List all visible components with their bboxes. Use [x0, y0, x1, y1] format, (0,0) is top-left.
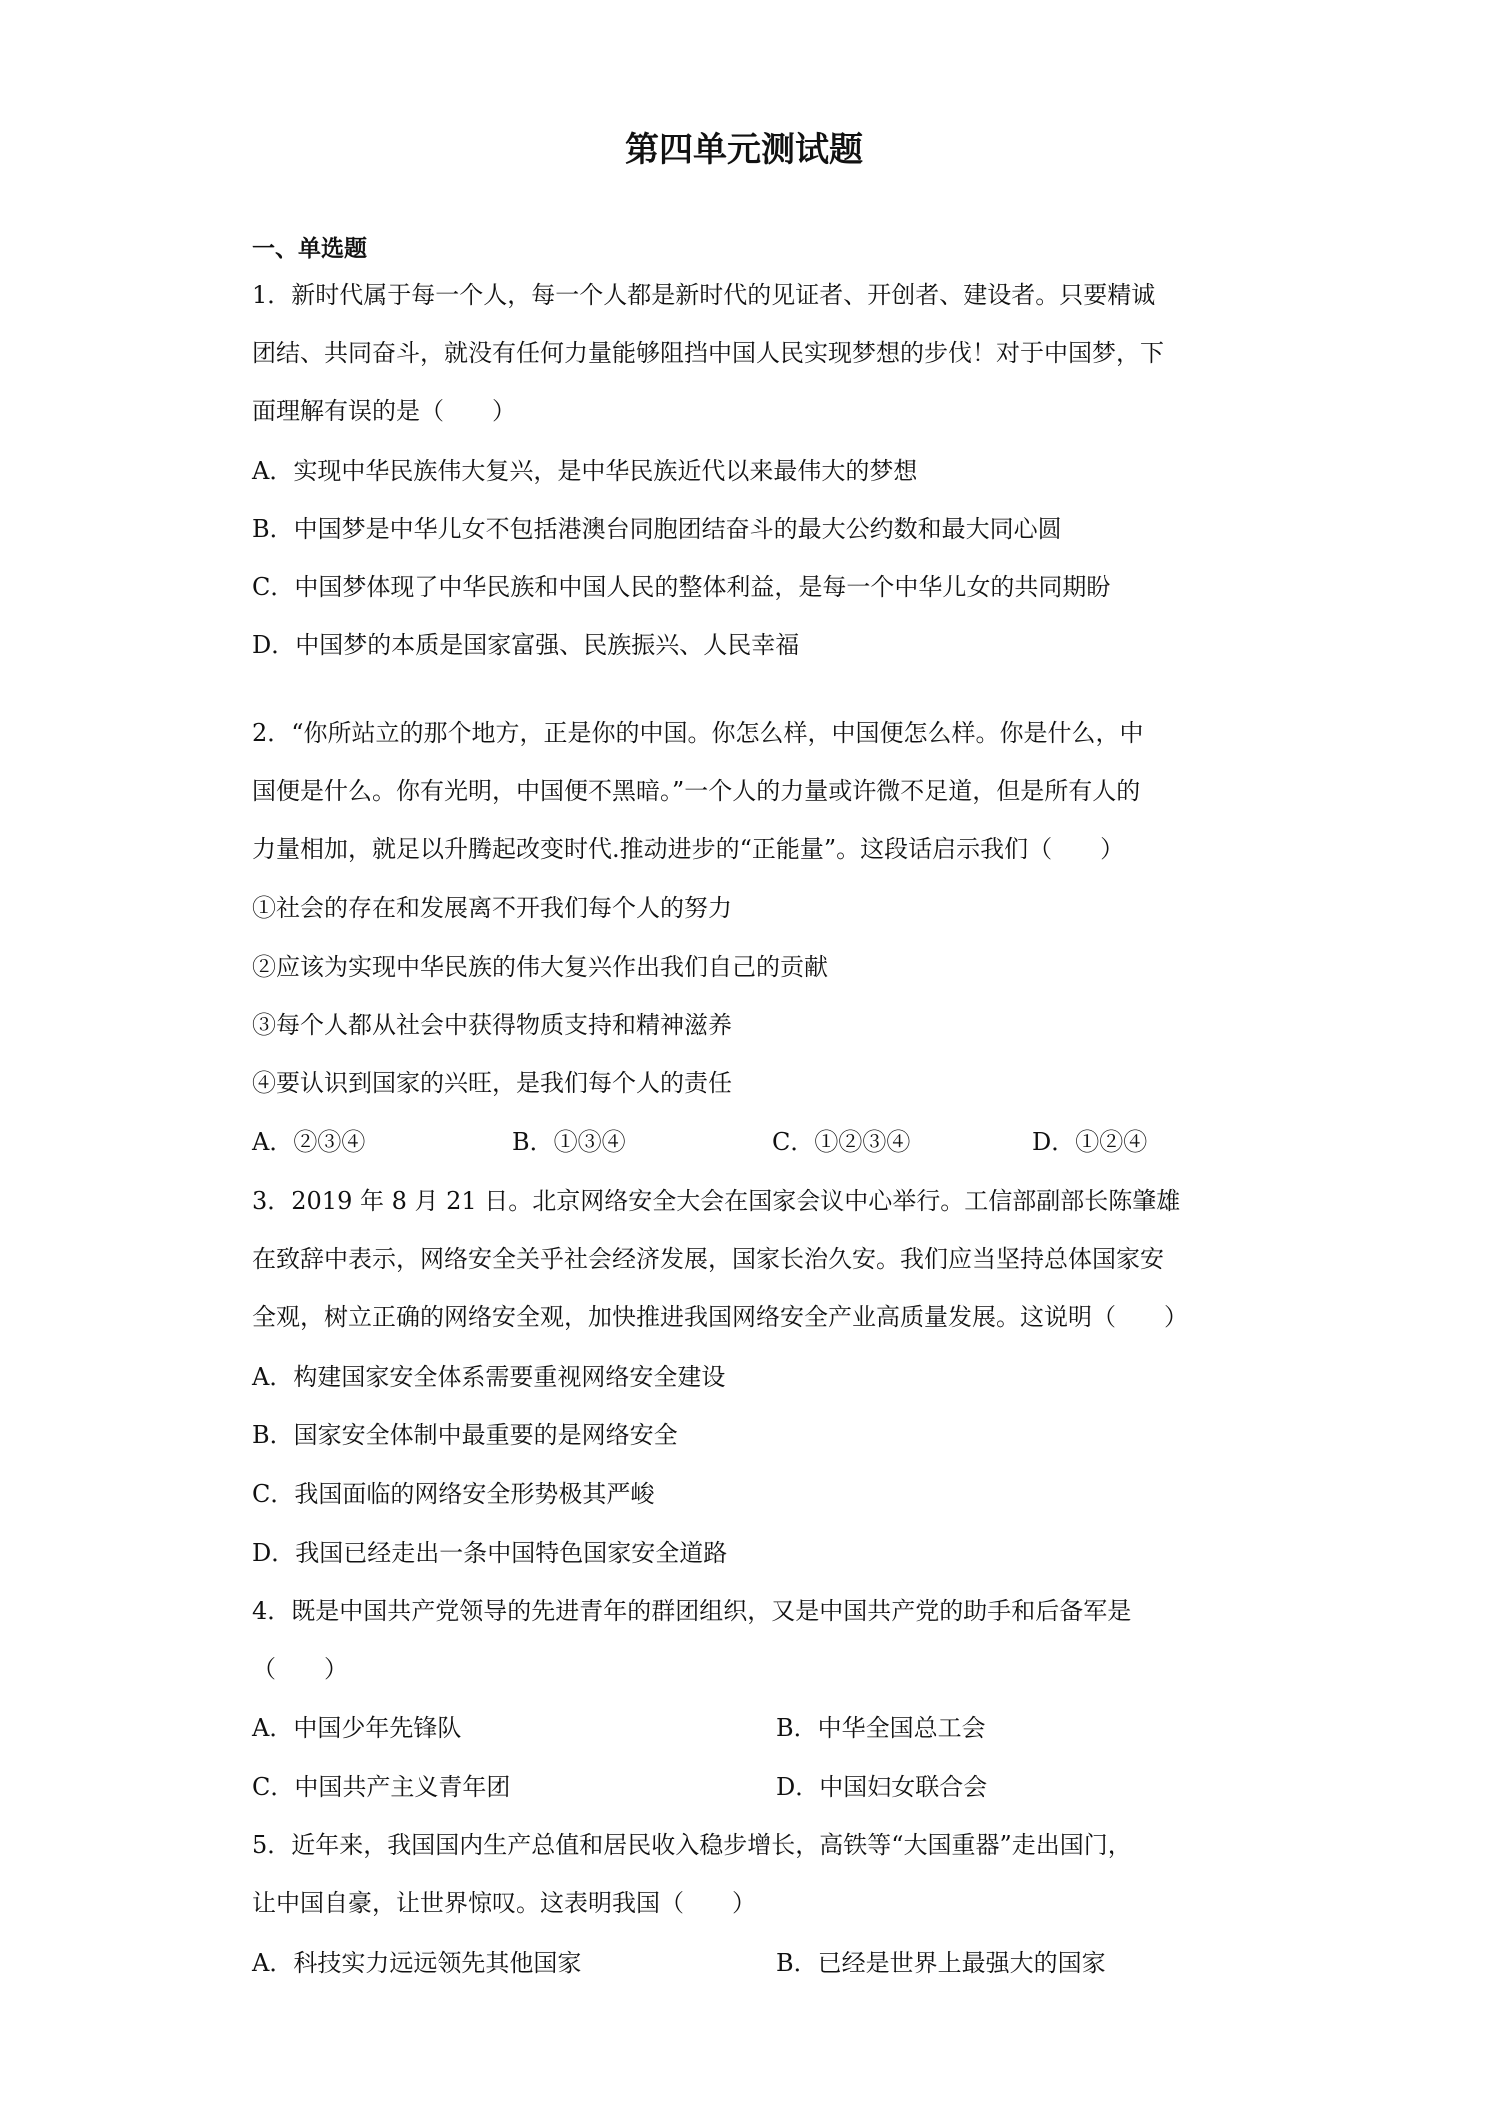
- question-2-option-b: B．①③④: [512, 1128, 626, 1156]
- page-title: 第四单元测试题: [625, 130, 863, 170]
- question-5-line-2: 让中国自豪，让世界惊叹。这表明我国（ ）: [252, 1889, 756, 1917]
- question-3-option-b: B．国家安全体制中最重要的是网络安全: [252, 1421, 678, 1449]
- question-4-option-a: A．中国少年先锋队: [252, 1714, 462, 1742]
- question-1-line-1: 1．新时代属于每一个人，每一个人都是新时代的见证者、开创者、建设者。只要精诚: [252, 281, 1156, 309]
- question-5-option-b: B．已经是世界上最强大的国家: [776, 1949, 1106, 1977]
- question-3-option-c: C．我国面临的网络安全形势极其严峻: [252, 1480, 655, 1508]
- question-2-line-3: 力量相加，就足以升腾起改变时代.推动进步的“正能量”。这段话启示我们（ ）: [252, 835, 1125, 863]
- question-1-option-b: B．中国梦是中华儿女不包括港澳台同胞团结奋斗的最大公约数和最大同心圆: [252, 515, 1062, 543]
- question-3-option-a: A．构建国家安全体系需要重视网络安全建设: [252, 1363, 726, 1391]
- question-2-option-c: C．①②③④: [772, 1128, 911, 1156]
- question-4-option-d: D．中国妇女联合会: [776, 1773, 988, 1801]
- question-2-option-a: A．②③④: [252, 1128, 366, 1156]
- question-1-option-c: C．中国梦体现了中华民族和中国人民的整体利益，是每一个中华儿女的共同期盼: [252, 573, 1111, 601]
- question-2-statement-3: ③每个人都从社会中获得物质支持和精神滋养: [252, 1011, 732, 1039]
- question-3-line-2: 在致辞中表示，网络安全关乎社会经济发展，国家长治久安。我们应当坚持总体国家安: [252, 1245, 1164, 1273]
- question-5-line-1: 5．近年来，我国国内生产总值和居民收入稳步增长，高铁等“大国重器”走出国门，: [252, 1831, 1132, 1859]
- question-1-line-2: 团结、共同奋斗，就没有任何力量能够阻挡中国人民实现梦想的步伐！对于中国梦，下: [252, 339, 1164, 367]
- question-1-line-3: 面理解有误的是（ ）: [252, 397, 516, 425]
- question-2-statement-2: ②应该为实现中华民族的伟大复兴作出我们自己的贡献: [252, 953, 828, 981]
- question-2-statement-1: ①社会的存在和发展离不开我们每个人的努力: [252, 894, 732, 922]
- question-4-option-c: C．中国共产主义青年团: [252, 1773, 511, 1801]
- question-3-option-d: D．我国已经走出一条中国特色国家安全道路: [252, 1539, 728, 1567]
- question-2-statement-4: ④要认识到国家的兴旺，是我们每个人的责任: [252, 1069, 732, 1097]
- question-4-line-2: （ ）: [252, 1655, 348, 1683]
- question-1-option-d: D．中国梦的本质是国家富强、民族振兴、人民幸福: [252, 631, 800, 659]
- question-2-line-2: 国便是什么。你有光明，中国便不黑暗。”一个人的力量或许微不足道，但是所有人的: [252, 777, 1141, 805]
- question-3-line-1: 3．2019 年 8 月 21 日。北京网络安全大会在国家会议中心举行。工信部副部长陈肇雄: [252, 1187, 1181, 1215]
- section-heading: 一、单选题: [252, 236, 367, 262]
- question-4-option-b: B．中华全国总工会: [776, 1714, 986, 1742]
- question-2-option-d: D．①②④: [1032, 1128, 1148, 1156]
- question-3-line-3: 全观，树立正确的网络安全观，加快推进我国网络安全产业高质量发展。这说明（ ）: [252, 1303, 1188, 1331]
- question-5-option-a: A．科技实力远远领先其他国家: [252, 1949, 582, 1977]
- question-1-option-a: A．实现中华民族伟大复兴，是中华民族近代以来最伟大的梦想: [252, 457, 918, 485]
- question-2-line-1: 2．“你所站立的那个地方，正是你的中国。你怎么样，中国便怎么样。你是什么，中: [252, 719, 1144, 747]
- question-4-line-1: 4．既是中国共产党领导的先进青年的群团组织，又是中国共产党的助手和后备军是: [252, 1597, 1132, 1625]
